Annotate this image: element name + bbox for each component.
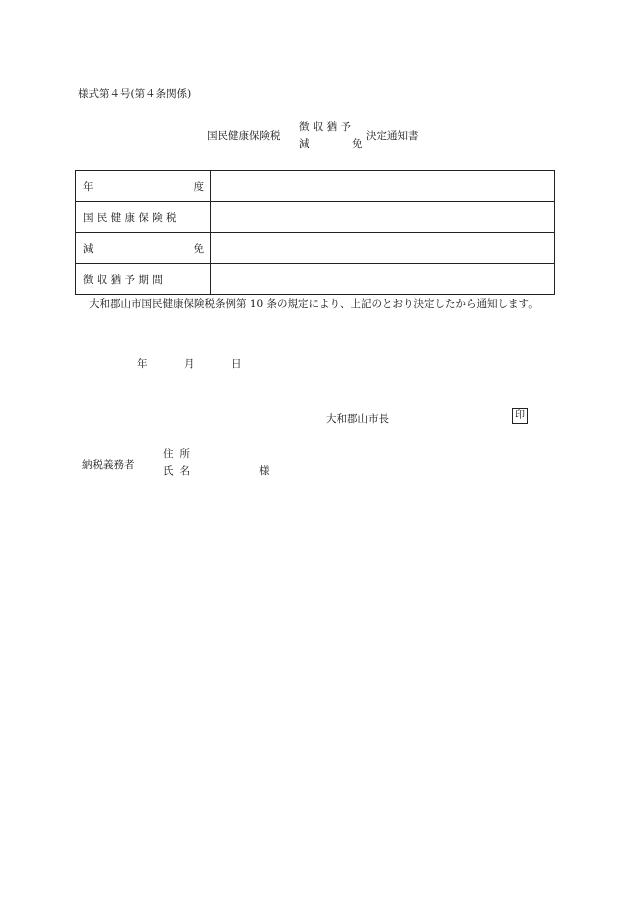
title-collection-deferral: 徴 収 猶 予 bbox=[299, 121, 352, 133]
label-end: 度 bbox=[193, 180, 204, 193]
row-label-reduction-exemption bbox=[76, 233, 211, 264]
title-prefix: 国民健康保険税 bbox=[207, 130, 281, 142]
name-label: 氏名 bbox=[163, 465, 196, 477]
table-row bbox=[76, 264, 555, 295]
label-start: 年 bbox=[83, 180, 94, 193]
title-exemption: 免 bbox=[352, 138, 363, 150]
honorific: 様 bbox=[259, 465, 270, 477]
address-label: 住所 bbox=[163, 448, 196, 460]
date-day: 日 bbox=[231, 358, 242, 370]
title-reduction: 減 bbox=[299, 138, 310, 150]
row-value-health-insurance-tax[interactable] bbox=[211, 202, 555, 233]
row-value-reduction-exemption[interactable] bbox=[211, 233, 555, 264]
date-year: 年 bbox=[137, 358, 148, 370]
notice-table bbox=[75, 170, 555, 295]
date-month: 月 bbox=[184, 358, 195, 370]
title-suffix: 決定通知書 bbox=[366, 130, 419, 142]
row-label-fiscal-year bbox=[76, 171, 211, 202]
row-label-health-insurance-tax bbox=[76, 202, 211, 233]
table-row bbox=[76, 202, 555, 233]
form-number: 様式第４号(第４条関係) bbox=[78, 88, 192, 100]
label-start: 国 民 健 康 保 険 税 bbox=[83, 211, 177, 224]
row-value-deferral-period[interactable] bbox=[211, 264, 555, 295]
seal-icon: 印 bbox=[512, 408, 528, 424]
row-label-deferral-period bbox=[76, 264, 211, 295]
label-start: 減 bbox=[83, 242, 94, 255]
issuer-name: 大和郡山市長 bbox=[326, 413, 389, 425]
table-row bbox=[76, 233, 555, 264]
label-start: 徴 収 猶 予 期 間 bbox=[83, 273, 163, 286]
taxpayer-label: 納税義務者 bbox=[82, 459, 135, 471]
table-row bbox=[76, 171, 555, 202]
row-value-fiscal-year[interactable] bbox=[211, 171, 555, 202]
label-end: 免 bbox=[193, 242, 204, 255]
notice-body-text: 大和郡山市国民健康保険税条例第 10 条の規定により、上記のとおり決定したから通知します。 bbox=[89, 298, 539, 310]
